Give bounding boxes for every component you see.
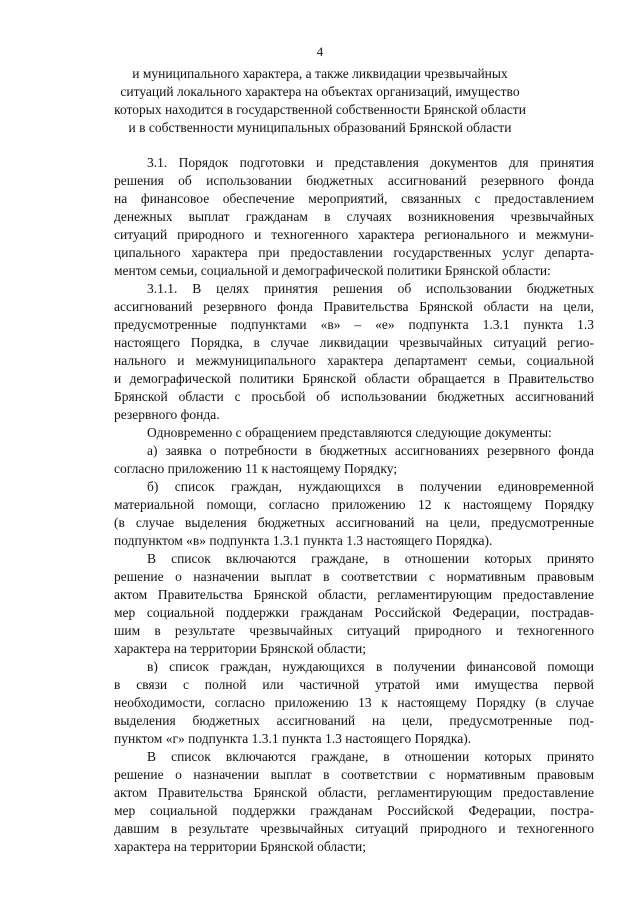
heading-line: которых находится в государственной собственности Брянской области (114, 102, 526, 117)
body-line: ассигнований резервного фонда Правительства Брянской области на цели, (114, 299, 594, 314)
body-line: согласно приложению 11 к настоящему Порядку; (114, 461, 398, 476)
body-line: а) заявка о потребности в бюджетных ассигнованиях резервного фонда (147, 443, 594, 458)
body-line: в связи с полной или частичной утратой ими имущества первой (114, 677, 594, 692)
body-line: актом Правительства Брянской области, регламентирующим предоставление (114, 785, 594, 800)
body-line: 3.1.1. В целях принятия решения об использовании бюджетных (147, 281, 594, 296)
body-line: решение о назначении выплат в соответствии с нормативным правовым (114, 767, 594, 782)
body-line: давшим в результате чрезвычайных ситуаций природного и техногенного (114, 821, 594, 836)
heading-line: и муниципального характера, а также ликвидации чрезвычайных (132, 66, 508, 81)
body-line: актом Правительства Брянской области, регламентирующим предоставление (114, 587, 594, 602)
body-line: денежных выплат гражданам в случаях возникновения чрезвычайных (114, 209, 594, 224)
body-line: материальной помощи, согласно приложению 12 к настоящему Порядку (114, 497, 594, 512)
body-line: характера на территории Брянской области; (114, 641, 366, 656)
body-line: мер социальной поддержки гражданам Российской Федерации, пострадав- (114, 605, 594, 620)
body-line: выделения бюджетных ассигнований на цели, предусмотренные под- (114, 713, 594, 728)
body-line: подпунктом «в» подпункта 1.3.1 пункта 1.3 настоящего Порядка). (114, 533, 493, 548)
body-line: ципального характера при предоставлении государственных услуг департа- (114, 245, 594, 260)
body-line: В список включаются граждане, в отношении которых принято (147, 551, 594, 566)
body-line: характера на территории Брянской области; (114, 839, 366, 854)
body-line: на финансовое обеспечение мероприятий, связанных с предоставлением (114, 191, 594, 206)
body-line: настоящего Порядка, в случае ликвидации чрезвычайных ситуаций регио- (114, 335, 594, 350)
heading-line: ситуаций локального характера на объектах организаций, имущество (120, 84, 520, 99)
body-line: решения об использовании бюджетных ассигнований резервного фонда (114, 173, 594, 188)
body-line: в) список граждан, нуждающихся в получении финансовой помощи (147, 659, 594, 674)
body-line: шим в результате чрезвычайных ситуаций природного и техногенного (114, 623, 594, 638)
body-line: Брянской области с просьбой об использовании бюджетных ассигнований (114, 389, 594, 404)
body-line: и демографической политики Брянской области обращается в Правительство (114, 371, 594, 386)
body-line: ситуаций природного и техногенного характера регионального и межмуни- (114, 227, 594, 242)
body-line: (в случае выделения бюджетных ассигнований на цели, предусмотренные (114, 515, 594, 530)
page-number: 4 (316, 44, 324, 59)
body-line: необходимости, согласно приложению 13 к настоящему Порядку (в случае (114, 695, 594, 710)
body-line: В список включаются граждане, в отношении которых принято (147, 749, 594, 764)
body-line: ментом семьи, социальной и демографической политики Брянской области: (114, 263, 551, 278)
body-line: резервного фонда. (114, 407, 220, 422)
body-line: нального и межмуниципального характера департамент семьи, социальной (114, 353, 594, 368)
body-line: предусмотренные подпунктами «в» – «е» подпункта 1.3.1 пункта 1.3 (114, 317, 594, 332)
body-line: б) список граждан, нуждающихся в получении единовременной (147, 479, 594, 494)
heading-line: и в собственности муниципальных образований Брянской области (128, 120, 512, 135)
body-line: Одновременно с обращением представляются следующие документы: (147, 425, 552, 440)
body-line: решение о назначении выплат в соответствии с нормативным правовым (114, 569, 594, 584)
body-line: пунктом «г» подпункта 1.3.1 пункта 1.3 настоящего Порядка). (114, 731, 472, 746)
body-line: мер социальной поддержки гражданам Российской Федерации, постра- (114, 803, 594, 818)
body-line: 3.1. Порядок подготовки и представления документов для принятия (147, 155, 594, 170)
